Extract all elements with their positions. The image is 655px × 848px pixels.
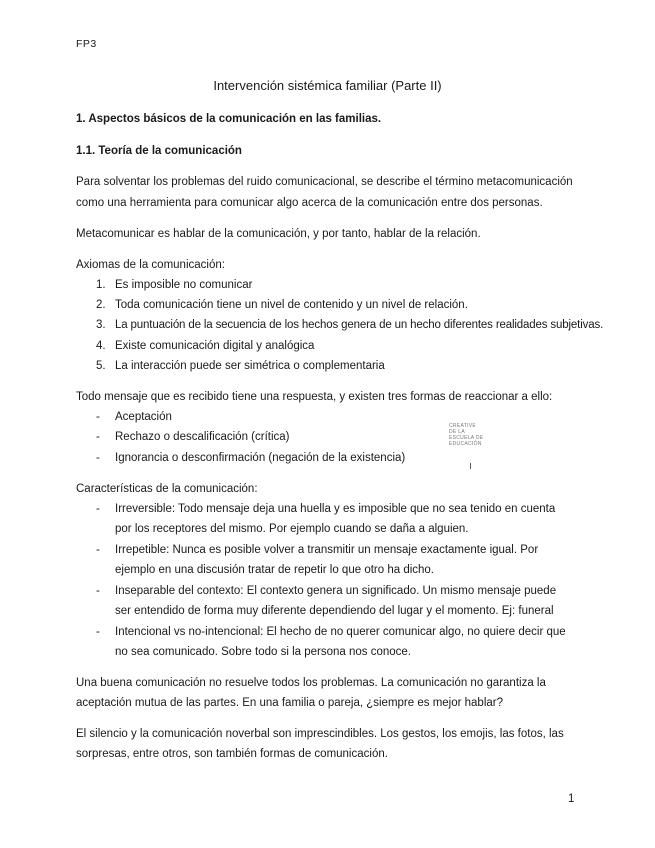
characteristic-line: no sea comunicado. Sobre todo si la persona nos conoce. [115, 646, 411, 658]
characteristic-line: ejemplo en una discusión tratar de repetir lo que otro ha dicho. [115, 564, 435, 576]
axiom-item: Toda comunicación tiene un nivel de contenido y un nivel de relación. [115, 299, 468, 311]
characteristic-line: Irrepetible: Nunca es posible volver a transmitir un mensaje exactamente igual. Por [115, 544, 539, 556]
paragraph-silence-line-1: El silencio y la comunicación noverbal son imprescindibles. Los gestos, los emojis, las fotos, las [76, 728, 564, 740]
paragraph-metacomunicacion-line-1: Para solventar los problemas del ruido comunicacional, se describe el término metacomunicación [76, 176, 573, 188]
paragraph-good-communication-line-2: aceptación mutua de las partes. En una familia o pareja, ¿siempre es mejor hablar? [76, 697, 504, 709]
characteristic-line: ser entendido de forma muy diferente dependiendo del lugar y el momento. Ej: funeral [115, 605, 554, 617]
axiom-number: 3. [96, 319, 106, 331]
list-bullet: - [96, 411, 100, 423]
characteristic-line: Intencional vs no-intencional: El hecho de no querer comunicar algo, no quiere decir que [115, 626, 566, 638]
characteristic-line: Irreversible: Todo mensaje deja una huella y es imposible que no sea tenido en cuenta [115, 503, 556, 515]
header-code: FP3 [76, 38, 97, 50]
axiom-item: Existe comunicación digital y analógica [115, 340, 315, 352]
axioms-intro: Axiomas de la comunicación: [76, 259, 225, 271]
axiom-number: 5. [96, 360, 106, 372]
paragraph-silence-line-2: sorpresas, entre otros, son también formas de comunicación. [76, 748, 388, 760]
paragraph-metacomunicar: Metacomunicar es hablar de la comunicación, y por tanto, hablar de la relación. [76, 228, 481, 240]
stamp-line: ESCUELA DE [449, 435, 484, 441]
reactions-intro: Todo mensaje que es recibido tiene una respuesta, y existen tres formas de reaccionar a ello: [76, 391, 553, 403]
list-bullet: - [96, 452, 100, 464]
axiom-item: La puntuación de la secuencia de los hechos genera de un hecho diferentes realidades subjetivas. [115, 319, 604, 331]
list-bullet: - [96, 544, 100, 556]
paragraph-metacomunicacion-line-2: como una herramienta para comunicar algo acerca de la comunicación entre dos personas. [76, 197, 543, 209]
list-bullet: - [96, 503, 100, 515]
characteristics-intro: Características de la comunicación: [76, 483, 258, 495]
section-1-1-heading: 1.1. Teoría de la comunicación [76, 145, 242, 157]
stamp-line: EDUCACIÓN [449, 441, 482, 447]
list-bullet: - [96, 585, 100, 597]
reaction-item: Aceptación [115, 411, 172, 423]
list-bullet: - [96, 626, 100, 638]
document-title: Intervención sistémica familiar (Parte II) [213, 78, 442, 93]
axiom-number: 2. [96, 299, 106, 311]
faint-stamp [449, 423, 509, 447]
axiom-number: 4. [96, 340, 106, 352]
page-number: 1 [568, 793, 575, 805]
stamp-line: CREATIVE [449, 423, 477, 429]
axiom-item: La interacción puede ser simétrica o complementaria [115, 360, 385, 372]
characteristic-line: Inseparable del contexto: El contexto genera un significado. Un mismo mensaje puede [115, 585, 557, 597]
reaction-item: Ignorancia o desconfirmación (negación de la existencia) [115, 452, 406, 464]
axiom-item: Es imposible no comunicar [115, 279, 253, 291]
stamp-tick [470, 463, 471, 469]
axiom-number: 1. [96, 279, 106, 291]
section-1-heading: 1. Aspectos básicos de la comunicación en las familias. [76, 113, 382, 125]
characteristic-line: por los receptores del mismo. Por ejemplo cuando se daña a alguien. [115, 523, 469, 535]
reaction-item: Rechazo o descalificación (crítica) [115, 431, 290, 443]
stamp-line: DE LA [449, 429, 465, 435]
list-bullet: - [96, 431, 100, 443]
paragraph-good-communication-line-1: Una buena comunicación no resuelve todos los problemas. La comunicación no garantiza la [76, 677, 546, 689]
